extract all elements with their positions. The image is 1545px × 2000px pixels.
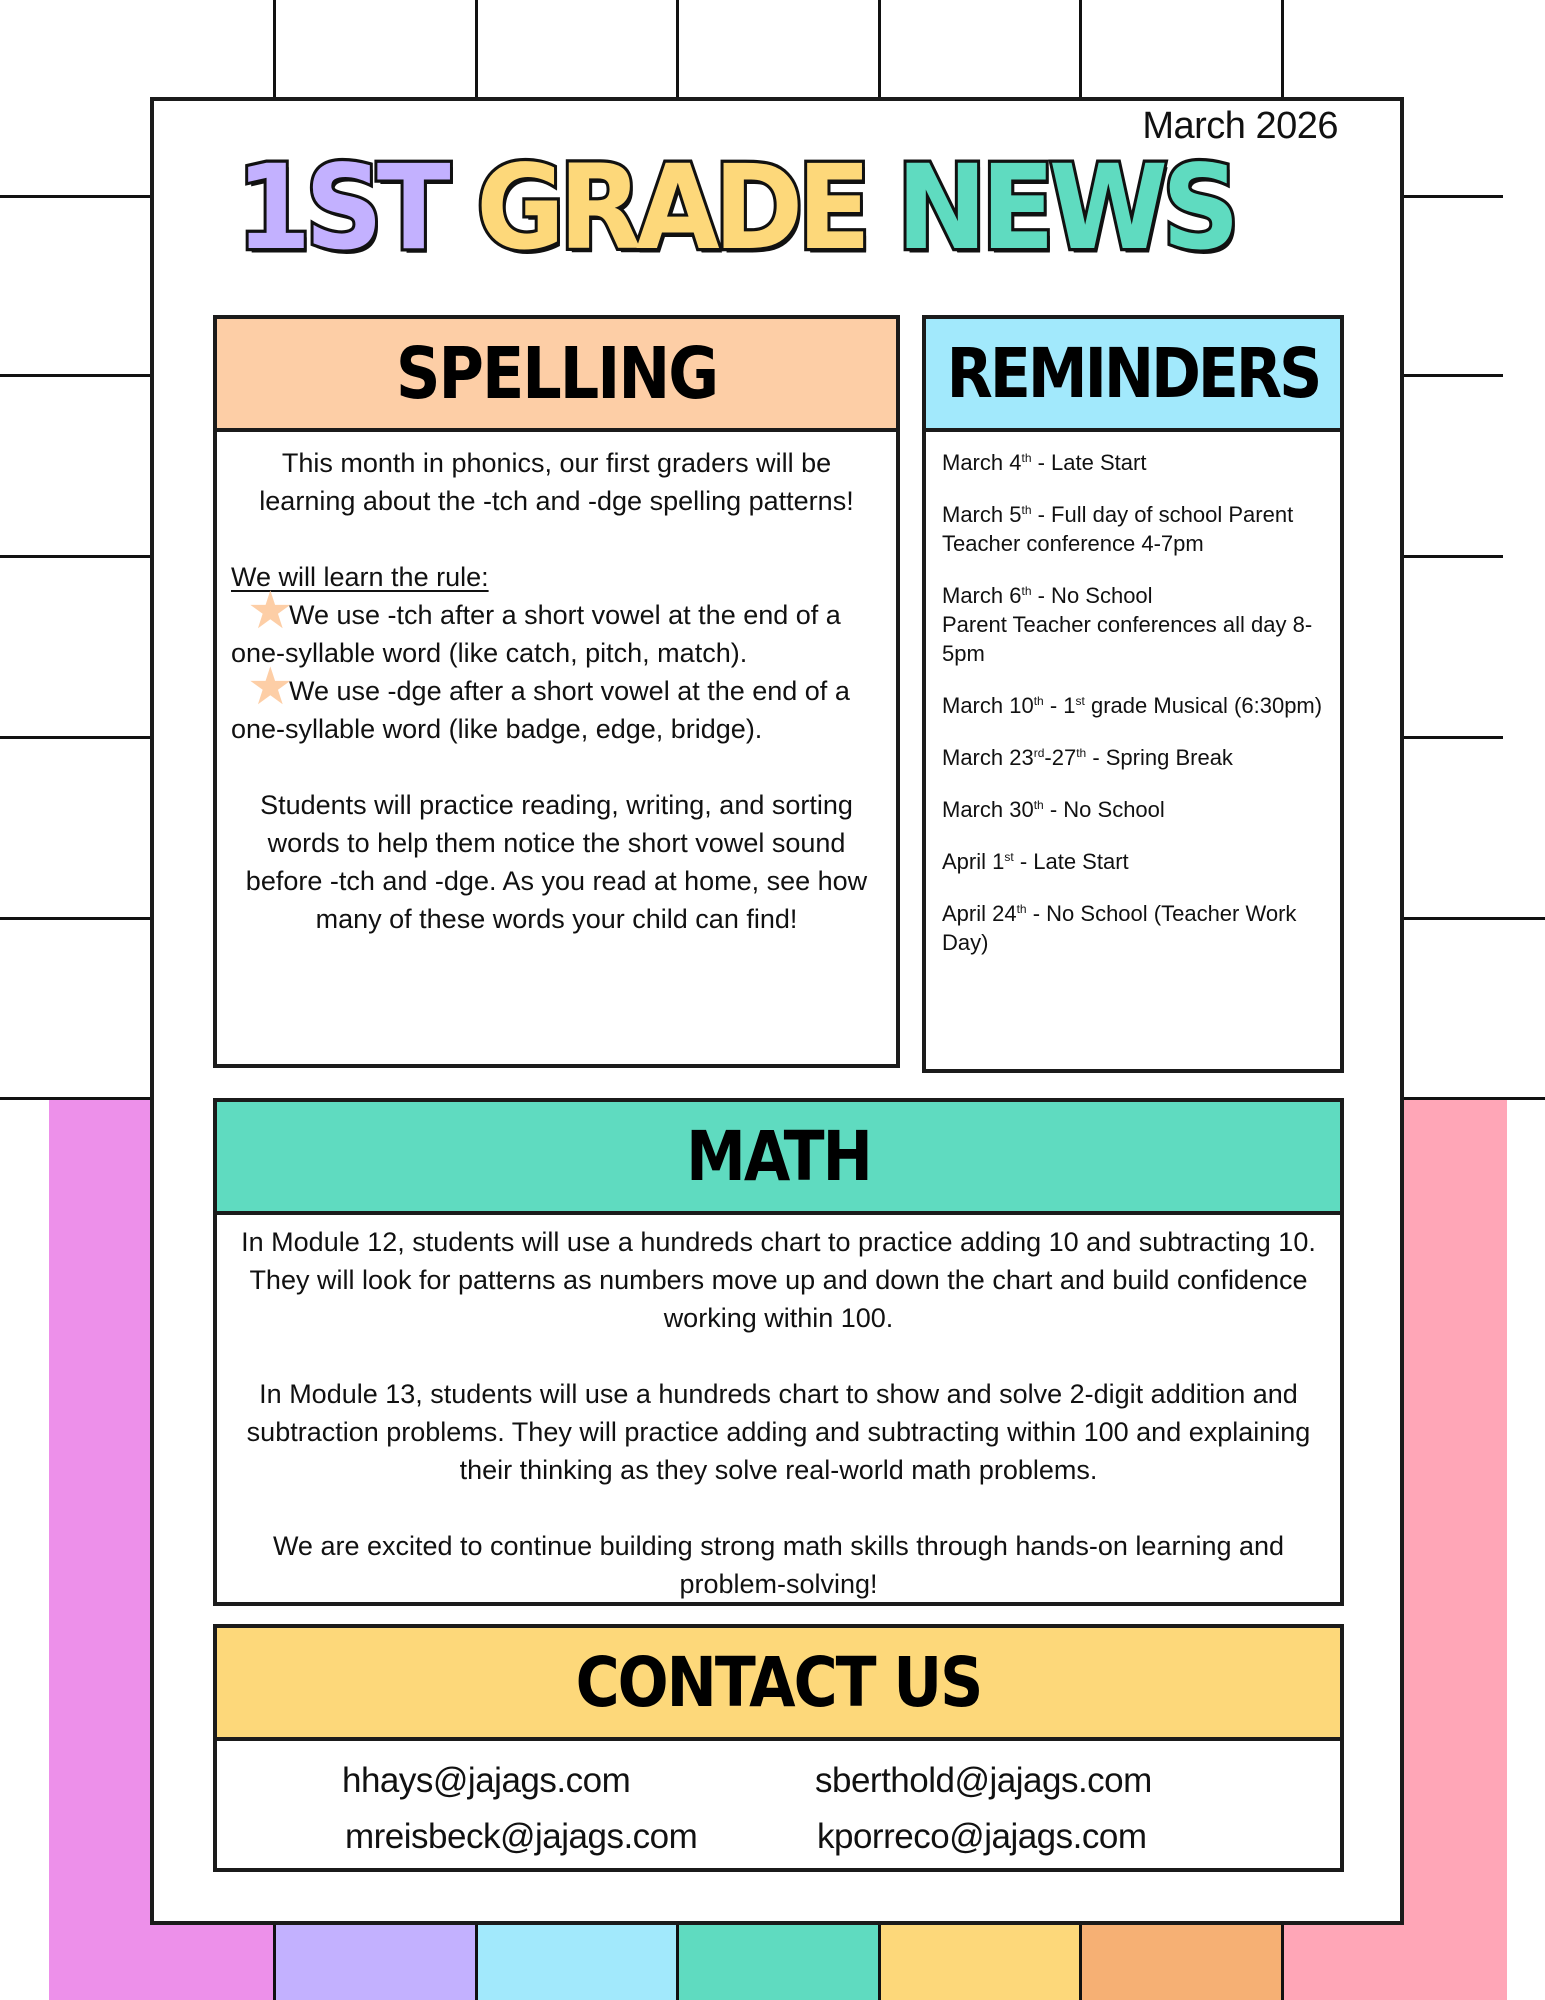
spelling-intro: This month in phonics, our first graders will be learning about the -tch and -dge spelling patterns!: [259, 448, 854, 516]
grid-line: [0, 555, 152, 558]
reminders-heading: [926, 319, 1340, 432]
color-strip-orange: [1082, 1920, 1281, 2000]
title-part-grade: GRADE: [476, 141, 866, 277]
title-part-news: NEWS: [896, 141, 1234, 277]
star-icon: ★: [247, 582, 294, 640]
reminder-item: March 30th - No School: [942, 797, 1165, 822]
grid-line: [1402, 917, 1545, 920]
grid-line: [1402, 195, 1503, 198]
newsletter-title: [236, 141, 1236, 277]
grid-line: [1079, 1920, 1082, 2000]
grid-line: [878, 1920, 881, 2000]
spelling-rule-text: We use -dge after a short vowel at the end of a one-syllable word (like badge, edge, bridge).: [231, 676, 850, 744]
spelling-rule-title: We will learn the rule:: [231, 562, 489, 592]
email-link[interactable]: hhays@jajags.com: [342, 1761, 631, 1800]
reminder-item: April 1st - Late Start: [942, 849, 1129, 874]
math-paragraph: In Module 13, students will use a hundreds chart to show and solve 2-digit addition and subtraction problems. They will practice adding and subtracting within 100 and explaining their thinking as they solve real-world math problems.: [246, 1379, 1311, 1485]
spelling-heading-text: SPELLING: [395, 331, 718, 416]
color-strip-purple: [276, 1920, 475, 2000]
reminder-item: March 4th - Late Start: [942, 450, 1147, 475]
math-content: [217, 1215, 1340, 1603]
color-strip-green: [679, 1920, 878, 2000]
grid-line: [0, 736, 152, 739]
grid-line: [273, 1920, 276, 2000]
math-paragraph: We are excited to continue building strong math skills through hands-on learning and problem-solving!: [272, 1531, 1285, 1599]
math-section: [213, 1098, 1344, 1606]
math-paragraph: In Module 12, students will use a hundreds chart to practice adding 10 and subtracting 10. They will look for patterns as numbers move up and down the chart and build confidence working within 100.: [241, 1227, 1316, 1333]
contact-heading-text: CONTACT US: [575, 1642, 982, 1723]
grid-line: [1281, 0, 1284, 100]
reminder-item: March 10th - 1st grade Musical (6:30pm): [942, 693, 1323, 718]
spelling-section: [213, 315, 900, 1068]
email-link[interactable]: sberthold@jajags.com: [815, 1761, 1152, 1800]
star-icon: ★: [247, 658, 294, 716]
grid-line: [1402, 374, 1503, 377]
reminder-item: March 6th - No School Parent Teacher conferences all day 8-5pm: [942, 583, 1313, 666]
math-heading-text: MATH: [686, 1116, 871, 1197]
spelling-rule-text: We use -tch after a short vowel at the end of a one-syllable word (like catch, pitch, match).: [231, 600, 841, 668]
email-link[interactable]: mreisbeck@jajags.com: [345, 1817, 698, 1856]
grid-line: [0, 195, 152, 198]
reminder-item: March 5th - Full day of school Parent Teacher conference 4-7pm: [942, 502, 1294, 556]
grid-line: [475, 0, 478, 100]
title-part-1st: 1ST: [236, 141, 445, 277]
contact-heading: [217, 1628, 1340, 1741]
grid-line: [1402, 736, 1503, 739]
spelling-rule: [231, 582, 882, 672]
grid-line: [475, 1920, 478, 2000]
grid-line: [878, 0, 881, 100]
grid-line: [1281, 1920, 1284, 2000]
reminders-list: [926, 432, 1340, 957]
grid-line: [273, 0, 276, 100]
grid-line: [676, 1920, 679, 2000]
math-heading: [217, 1102, 1340, 1215]
spelling-closing: Students will practice reading, writing, and sorting words to help them notice the short vowel sound before -tch and -dge. As you read at home, see how many of these words your child can find!: [245, 790, 868, 934]
reminder-item: April 24th - No School (Teacher Work Day): [942, 901, 1297, 955]
grid-line: [1079, 0, 1082, 100]
email-link[interactable]: kporreco@jajags.com: [817, 1817, 1147, 1856]
spelling-heading: [217, 319, 896, 432]
reminders-heading-text: REMINDERS: [946, 333, 1320, 414]
spelling-content: [217, 432, 896, 938]
contact-section: [213, 1624, 1344, 1872]
grid-line: [676, 0, 679, 100]
newsletter-date: March 2026: [1142, 105, 1338, 147]
grid-line: [0, 374, 152, 377]
contact-emails: [217, 1741, 1340, 1871]
grid-line: [1402, 555, 1503, 558]
color-strip-yellow: [881, 1920, 1079, 2000]
reminders-section: [922, 315, 1344, 1073]
color-strip-blue: [478, 1920, 676, 2000]
spelling-rule: [231, 658, 882, 748]
reminder-item: March 23rd-27th - Spring Break: [942, 745, 1233, 770]
grid-line: [0, 917, 152, 920]
